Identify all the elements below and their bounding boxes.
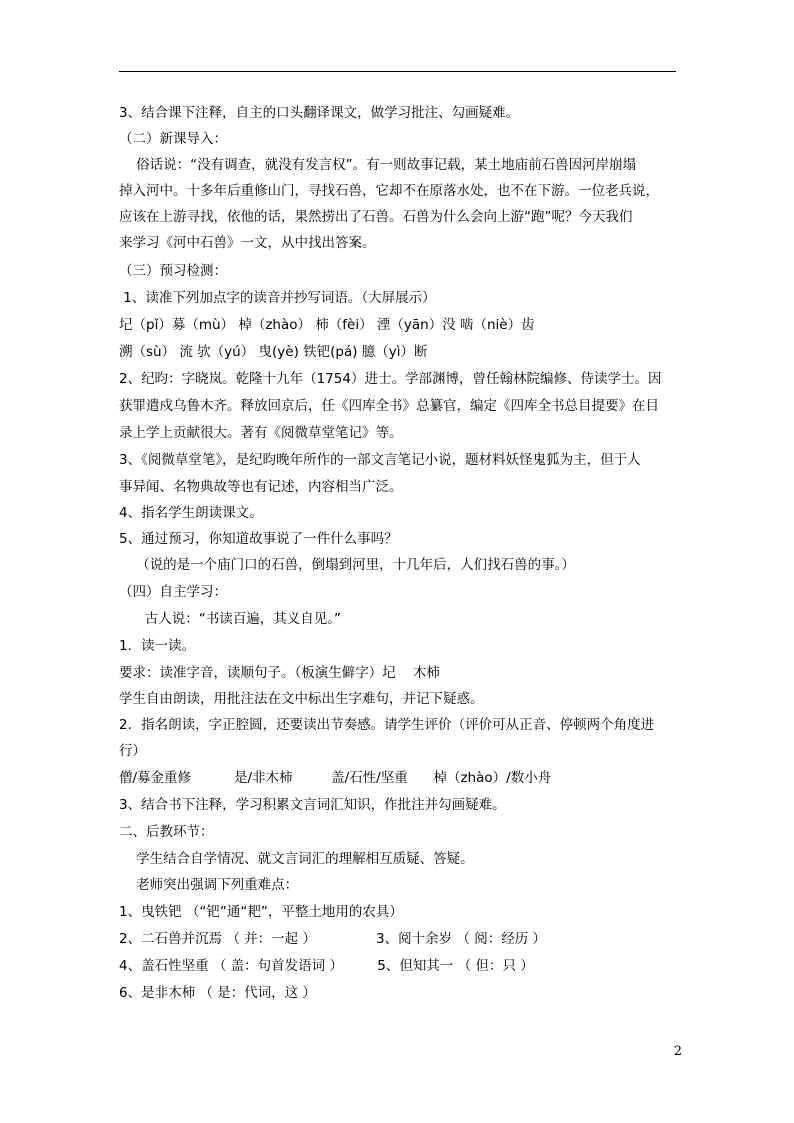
page-number: 2 <box>673 1044 682 1059</box>
text-line: 俗话说：“没有调查，就没有发言权”。有一则故事记载，某土地庙前石兽因河岸崩塌 <box>119 157 637 173</box>
text-line: 2．指名朗读，字正腔圆，还要读出节奏感。请学生评价（评价可从正音、停顿两个角度进 <box>119 717 655 733</box>
text-line: 掉入河中。十多年后重修山门，寻找石兽，它却不在原落水处，也不在下游。一位老兵说， <box>119 183 659 199</box>
text-line: 要求：读准字音，读顺句子。（板演生僻字）圮 木柿 <box>119 665 440 681</box>
text-line: 录上学上贡献很大。著有《阅微草堂笔记》等。 <box>119 425 403 441</box>
text-line: 行） <box>119 743 146 759</box>
text-line: 3、结合书下注释，学习积累文言词汇知识，作批注并勾画疑难。 <box>119 797 506 813</box>
pinyin-line: 溯（sù） 流 欤（yú） 曳(yè) 铁钯(pá) 臆（yì）断 <box>119 344 428 360</box>
section-heading: （三）预习检测： <box>119 263 227 279</box>
text-line: 2、二石兽并沉焉 （ 并：一起 ） 3、阅十余岁 （ 阅：经历 ） <box>119 931 547 947</box>
section-heading: （二）新课导入： <box>119 131 227 147</box>
text-line: 6、是非木柿 （ 是：代词，这 ） <box>119 985 316 1001</box>
text-line: 2、纪昀：字晓岚。乾隆十九年（1754）进士。学部渊博，曾任翰林院编修、侍读学士。因 <box>119 371 662 387</box>
pinyin-line: 圮（pǐ）募（mù） 棹（zhào） 柿（fèi） 湮（yān）没 啮（niè）齿 <box>119 317 535 333</box>
text-line: 3、结合课下注释，自主的口头翻译课文，做学习批注、勾画疑难。 <box>119 105 520 121</box>
text-line: 学生自由朗读，用批注法在文中标出生字难句，并记下疑惑。 <box>119 691 484 707</box>
text-line: 古人说：“书读百遍，其义自见。” <box>119 611 341 627</box>
text-line: 5、通过预习，你知道故事说了一件什么事吗？ <box>119 531 398 547</box>
text-line: 1、读准下列加点字的读音并抄写词语。（大屏展示） <box>119 290 436 306</box>
text-line: 3、《阅微草堂笔》，是纪昀晚年所作的一部文言笔记小说，题材料妖怪鬼狐为主，但于人 <box>119 452 641 468</box>
text-line: 僧/募金重修 是/非木柿 盖/石性/坚重 棹（zhào）/数小舟 <box>119 770 552 786</box>
text-line: 老师突出强调下列重难点： <box>119 877 299 893</box>
text-line: 1．读一读。 <box>119 638 196 654</box>
section-heading: （四）自主学习： <box>119 584 227 600</box>
text-line: 事异闻、名物典故等也有记述，内容相当广泛。 <box>119 479 403 495</box>
text-line: （说的是一个庙门口的石兽，倒塌到河里，十几年后，人们找石兽的事。） <box>119 557 575 573</box>
text-line: 1、曳铁钯 （“钯”通“耙”，平整土地用的农具） <box>119 904 403 920</box>
text-line: 来学习《河中石兽》一文，从中找出答案。 <box>119 235 376 251</box>
section-heading: 二、后教环节： <box>119 824 214 840</box>
text-line: 4、指名学生朗读课文。 <box>119 505 263 521</box>
text-line: 应该在上游寻找，依他的话，果然捞出了石兽。石兽为什么会向上游“跑”呢？今天我们 <box>119 209 633 225</box>
text-line: 学生结合自学情况、就文言词汇的理解相互质疑、答疑。 <box>119 851 474 867</box>
header-rule <box>119 71 676 72</box>
text-line: 获罪遣戍乌鲁木齐。释放回京后，任《四库全书》总纂官，编定《四库全书总目提要》在目 <box>119 398 659 414</box>
text-line: 4、盖石性坚重 （ 盖：句首发语词 ） 5、但知其一 （ 但：只 ） <box>119 958 534 974</box>
